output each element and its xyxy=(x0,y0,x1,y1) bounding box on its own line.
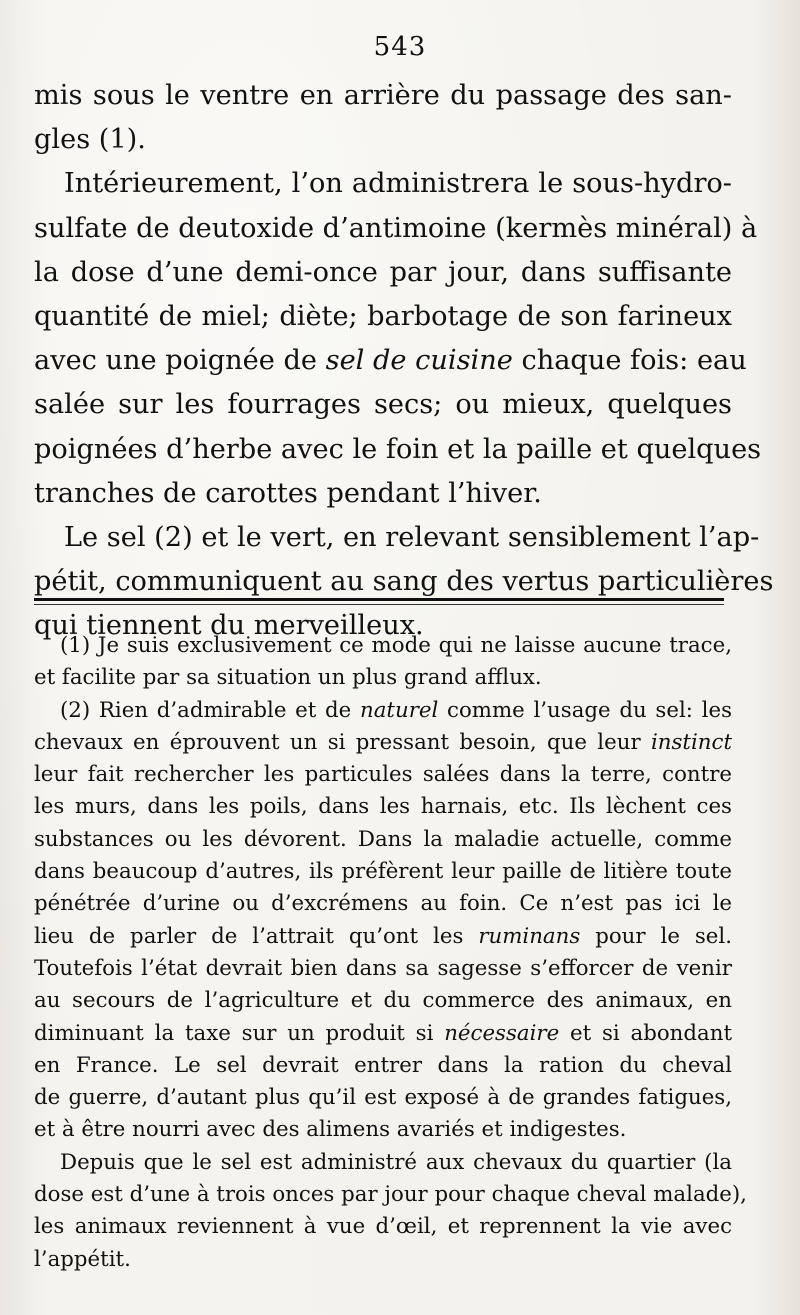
note-line: et facilite par sa situation un plus grand afflux. xyxy=(34,665,542,691)
text-span: lieu de parler de l’attrait qu’ont les xyxy=(34,923,479,949)
paragraph-2 xyxy=(34,162,762,516)
text-line: pétit, communiquent au sang des vertus particulières xyxy=(34,566,774,598)
italic-text: naturel xyxy=(360,697,439,723)
note-line: dose est d’une à trois onces par jour pour chaque cheval malade), xyxy=(34,1182,747,1208)
text-span: et si abondant xyxy=(559,1020,732,1046)
italic-text: nécessaire xyxy=(444,1020,560,1046)
note-line: leur fait rechercher les particules salées dans la terre, contre xyxy=(34,762,732,788)
text-line: la dose d’une demi-once par jour, dans suffisante xyxy=(34,256,732,288)
text-span: comme l’usage du sel: les xyxy=(438,697,733,723)
note-line: au secours de l’agriculture et du commerce des animaux, en xyxy=(34,988,732,1014)
text-span: diminuant la taxe sur un produit si xyxy=(34,1020,445,1046)
note-line: Depuis que le sel est administré aux chevaux du quartier (la xyxy=(60,1149,732,1175)
text-line: salée sur les fourrages secs; ou mieux, quelques xyxy=(34,389,732,421)
text-line: gles (1). xyxy=(34,124,146,156)
paragraph-3 xyxy=(34,516,774,649)
note-line: l’appétit. xyxy=(34,1246,131,1272)
page-number: 543 xyxy=(373,32,427,62)
note-line: et à être nourri avec des alimens avariés et indigestes. xyxy=(34,1117,627,1143)
note-line: (1) Je suis exclusivement ce mode qui ne laisse aucune trace, xyxy=(60,633,732,658)
text-line: sulfate de deutoxide d’antimoine (kermès minéral) à xyxy=(34,212,758,244)
footnote-divider xyxy=(34,598,724,601)
footnote-continuation xyxy=(34,1147,747,1276)
note-line: pénétrée d’urine ou d’excrémens au foin. Ce n’est pas ici le xyxy=(34,891,732,917)
text-line: Le sel (2) et le vert, en relevant sensiblement l’ap- xyxy=(64,522,760,554)
note-line xyxy=(34,921,732,953)
text-line: Intérieurement, l’on administrera le sous-hydro- xyxy=(64,168,732,200)
text-span: chaque fois: eau xyxy=(512,345,747,377)
note-line: les animaux reviennent à vue d’œil, et reprennent la vie avec xyxy=(34,1214,732,1240)
text-span: avec une poignée de xyxy=(34,345,326,377)
footnote-2 xyxy=(34,695,732,1147)
text-line xyxy=(34,339,747,383)
footnotes xyxy=(34,630,747,1276)
text-line: poignées d’herbe avec le foin et la paille et quelques xyxy=(34,433,762,465)
note-line xyxy=(34,1018,732,1050)
main-text xyxy=(34,74,774,649)
text-line: tranches de carottes pendant l’hiver. xyxy=(34,477,542,509)
note-line: de guerre, d’autant plus qu’il est exposé à de grandes fatigues, xyxy=(34,1085,732,1111)
text-span: (2) Rien d’admirable et de xyxy=(60,697,360,723)
text-line: mis sous le ventre en arrière du passage des san- xyxy=(34,80,732,111)
italic-text: instinct xyxy=(650,729,732,755)
note-line: les murs, dans les poils, dans les harnais, etc. Ils lèchent ces xyxy=(34,794,732,820)
note-line: Toutefois l’état devrait bien dans sa sagesse s’efforcer de venir xyxy=(34,955,732,981)
text-line: quantité de miel; diète; barbotage de son farineux xyxy=(34,301,732,333)
note-line xyxy=(34,727,732,759)
footnote-divider-thin xyxy=(34,604,724,605)
italic-text: ruminans xyxy=(478,923,581,949)
note-line: en France. Le sel devrait entrer dans la ration du cheval xyxy=(34,1052,732,1078)
paragraph-1 xyxy=(34,74,732,162)
note-line xyxy=(34,695,732,727)
text-span: pour le sel. xyxy=(580,923,732,949)
text-line: qui tiennent du merveilleux. xyxy=(34,610,424,642)
footnote-1 xyxy=(34,630,732,695)
text-span: chevaux en éprouvent un si pressant besoin, que leur xyxy=(34,729,651,755)
italic-text: sel de cuisine xyxy=(325,345,513,377)
note-line: substances ou les dévorent. Dans la maladie actuelle, comme xyxy=(34,826,732,852)
note-line: dans beaucoup d’autres, ils préfèrent leur paille de litière toute xyxy=(34,859,732,885)
